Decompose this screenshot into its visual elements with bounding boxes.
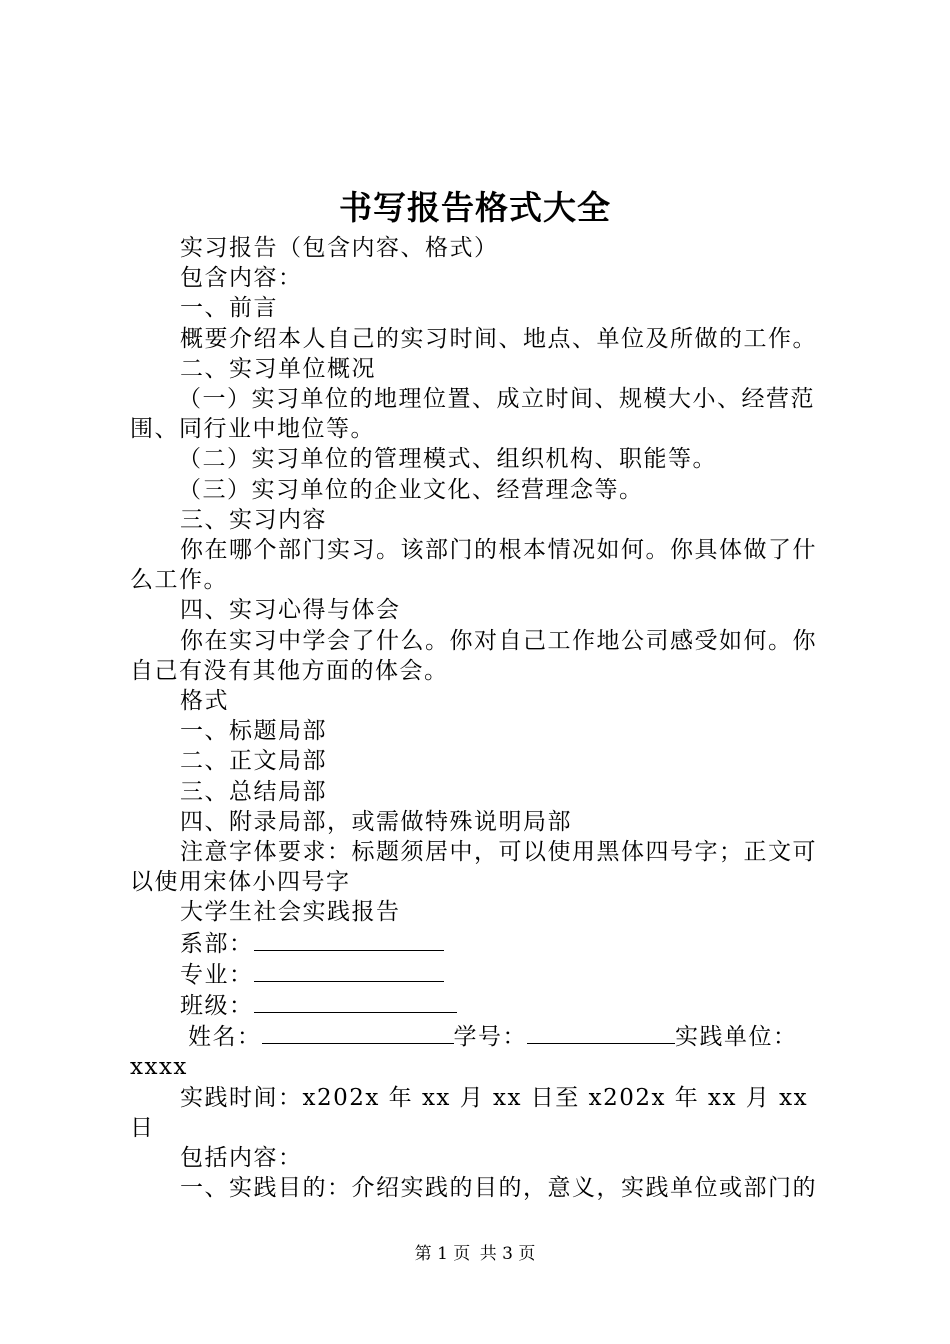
department-label: 系部： (180, 930, 254, 957)
page-footer (0, 1242, 950, 1266)
paragraph: （三）实习单位的企业文化、经营理念等。 (178, 476, 644, 503)
paragraph: 注意字体要求：标题须居中，可以使用黑体四号字；正文可以使用宋体小四号字 (130, 839, 817, 896)
practice-unit-label: 实践单位： (675, 1024, 798, 1051)
department-blank (254, 928, 444, 951)
class-blank (254, 990, 457, 1013)
paragraph: 一、实践目的：介绍实践的目的，意义，实践单位或部门的 (180, 1175, 817, 1202)
page-number: 第 1 页 (414, 1244, 471, 1264)
paragraph: 包括内容： (180, 1145, 303, 1172)
form-row-name (130, 1021, 835, 1052)
student-id-blank (527, 1021, 675, 1044)
form-row-department (130, 928, 835, 959)
paragraph: 四、实习心得与体会 (180, 597, 401, 624)
form-row-class (130, 990, 835, 1021)
name-label: 姓名： (188, 1024, 262, 1051)
page-total: 共 3 页 (479, 1244, 536, 1264)
paragraph: 一、前言 (180, 295, 278, 322)
name-blank (262, 1021, 454, 1044)
paragraph: 四、附录局部，或需做特殊说明局部 (180, 808, 572, 835)
document-title: 书写报告格式大全 (339, 188, 611, 227)
class-label: 班级： (180, 993, 254, 1020)
paragraph: 实习报告（包含内容、格式） (180, 235, 499, 261)
student-id-label: 学号： (453, 1024, 527, 1051)
paragraph: 格式 (180, 688, 229, 715)
document-body (130, 233, 835, 1204)
paragraph: 三、实习内容 (180, 506, 327, 533)
paragraph: （二）实习单位的管理模式、组织机构、职能等。 (178, 446, 717, 473)
paragraph: 你在实习中学会了什么。你对自己工作地公司感受如何。你自己有没有其他方面的体会。 (130, 627, 817, 684)
paragraph: （一）实习单位的地理位置、成立时间、规模大小、经营范围、同行业中地位等。 (130, 386, 815, 443)
paragraph: 二、实习单位概况 (180, 355, 376, 382)
paragraph: 实践时间：x202x 年 xx 月 xx 日至 x202x 年 xx 月 xx 日 (130, 1084, 809, 1141)
paragraph: 概要介绍本人自己的实习时间、地点、单位及所做的工作。 (180, 325, 817, 352)
paragraph: 二、正文局部 (180, 748, 327, 775)
paragraph: 大学生社会实践报告 (180, 899, 401, 926)
paragraph: 一、标题局部 (180, 718, 327, 745)
paragraph: 三、总结局部 (180, 778, 327, 805)
major-blank (254, 959, 444, 982)
major-label: 专业： (180, 961, 254, 988)
paragraph: 包含内容： (180, 265, 303, 292)
practice-unit-value: xxxx (130, 1054, 188, 1081)
paragraph: 你在哪个部门实习。该部门的根本情况如何。你具体做了什么工作。 (130, 537, 817, 594)
form-row-major (130, 959, 835, 990)
